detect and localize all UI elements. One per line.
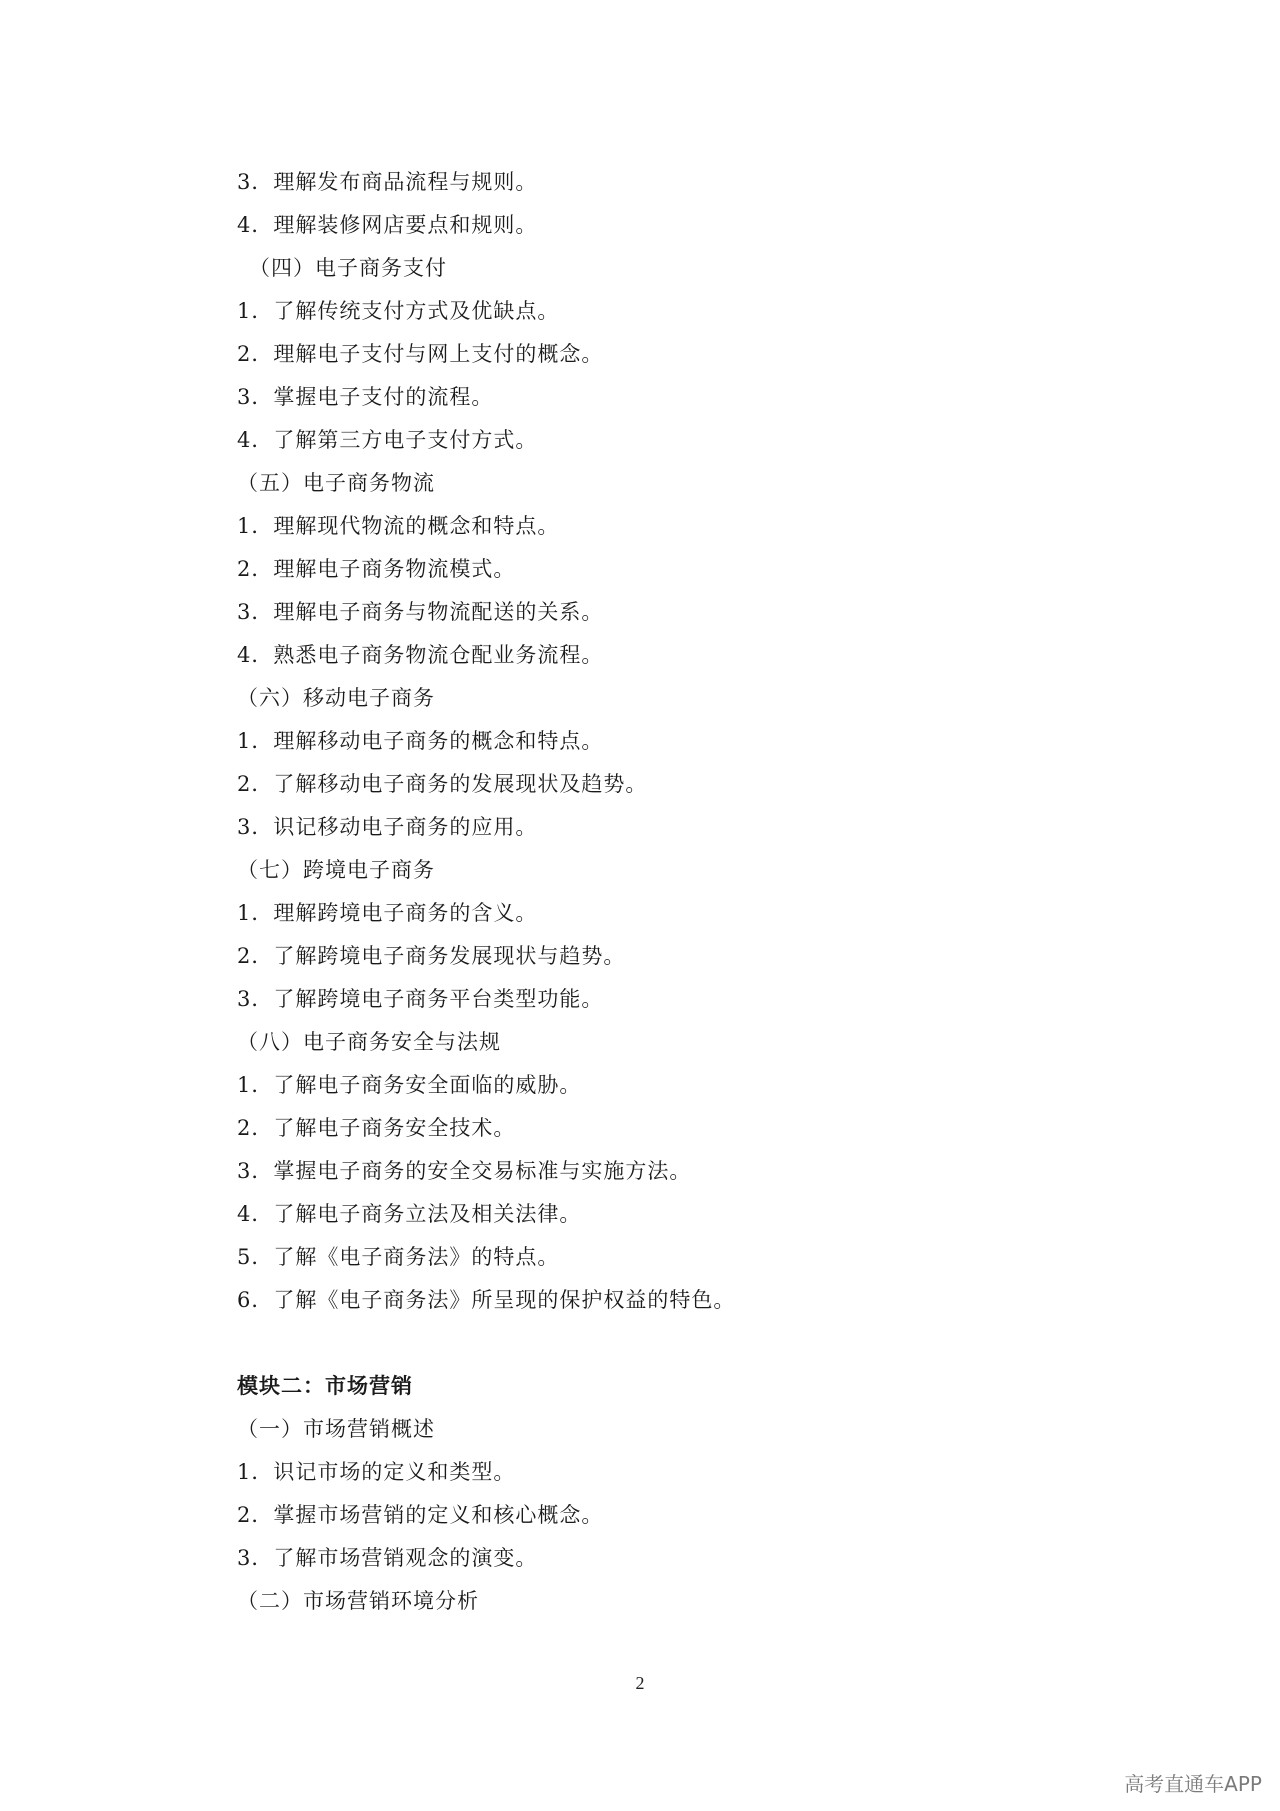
text-line: 3．掌握电子支付的流程。 [237, 385, 494, 409]
section-heading: （四）电子商务支付 [249, 256, 447, 280]
text-line: 3．了解市场营销观念的演变。 [237, 1546, 538, 1570]
text-line: 4．了解电子商务立法及相关法律。 [237, 1202, 582, 1226]
section-heading: （六）移动电子商务 [237, 686, 435, 710]
text-line: 1．了解传统支付方式及优缺点。 [237, 299, 560, 323]
text-line: 4．熟悉电子商务物流仓配业务流程。 [237, 643, 604, 667]
page-number: 2 [635, 1673, 645, 1693]
section-heading: （八）电子商务安全与法规 [237, 1030, 501, 1054]
text-line: 2．了解跨境电子商务发展现状与趋势。 [237, 944, 626, 968]
section-heading: （七）跨境电子商务 [237, 858, 435, 882]
text-line: 2．理解电子商务物流模式。 [237, 557, 516, 581]
text-line: 3．理解发布商品流程与规则。 [237, 170, 538, 194]
text-line: 2．理解电子支付与网上支付的概念。 [237, 342, 604, 366]
module-title: 模块二：市场营销 [237, 1374, 413, 1398]
text-line: 1．理解现代物流的概念和特点。 [237, 514, 560, 538]
text-line: 1．理解移动电子商务的概念和特点。 [237, 729, 604, 753]
section-heading: （二）市场营销环境分析 [237, 1589, 479, 1613]
paragraph-gap [237, 1322, 1117, 1365]
text-line: 4．了解第三方电子支付方式。 [237, 428, 538, 452]
text-line: 5．了解《电子商务法》的特点。 [237, 1245, 560, 1269]
text-line: 6．了解《电子商务法》所呈现的保护权益的特色。 [237, 1288, 736, 1312]
watermark: 高考直通车APP [1124, 1772, 1262, 1796]
document-body [237, 161, 1117, 1623]
text-line: 3．掌握电子商务的安全交易标准与实施方法。 [237, 1159, 692, 1183]
text-line: 2．了解移动电子商务的发展现状及趋势。 [237, 772, 648, 796]
text-line: 3．理解电子商务与物流配送的关系。 [237, 600, 604, 624]
text-line: 3．识记移动电子商务的应用。 [237, 815, 538, 839]
section-heading: （一）市场营销概述 [237, 1417, 435, 1441]
text-line: 1．理解跨境电子商务的含义。 [237, 901, 538, 925]
text-line: 1．了解电子商务安全面临的威胁。 [237, 1073, 582, 1097]
text-line: 3．了解跨境电子商务平台类型功能。 [237, 987, 604, 1011]
text-line: 2．掌握市场营销的定义和核心概念。 [237, 1503, 604, 1527]
text-line: 4．理解装修网店要点和规则。 [237, 213, 538, 237]
text-line: 1．识记市场的定义和类型。 [237, 1460, 516, 1484]
section-heading: （五）电子商务物流 [237, 471, 435, 495]
text-line: 2．了解电子商务安全技术。 [237, 1116, 516, 1140]
